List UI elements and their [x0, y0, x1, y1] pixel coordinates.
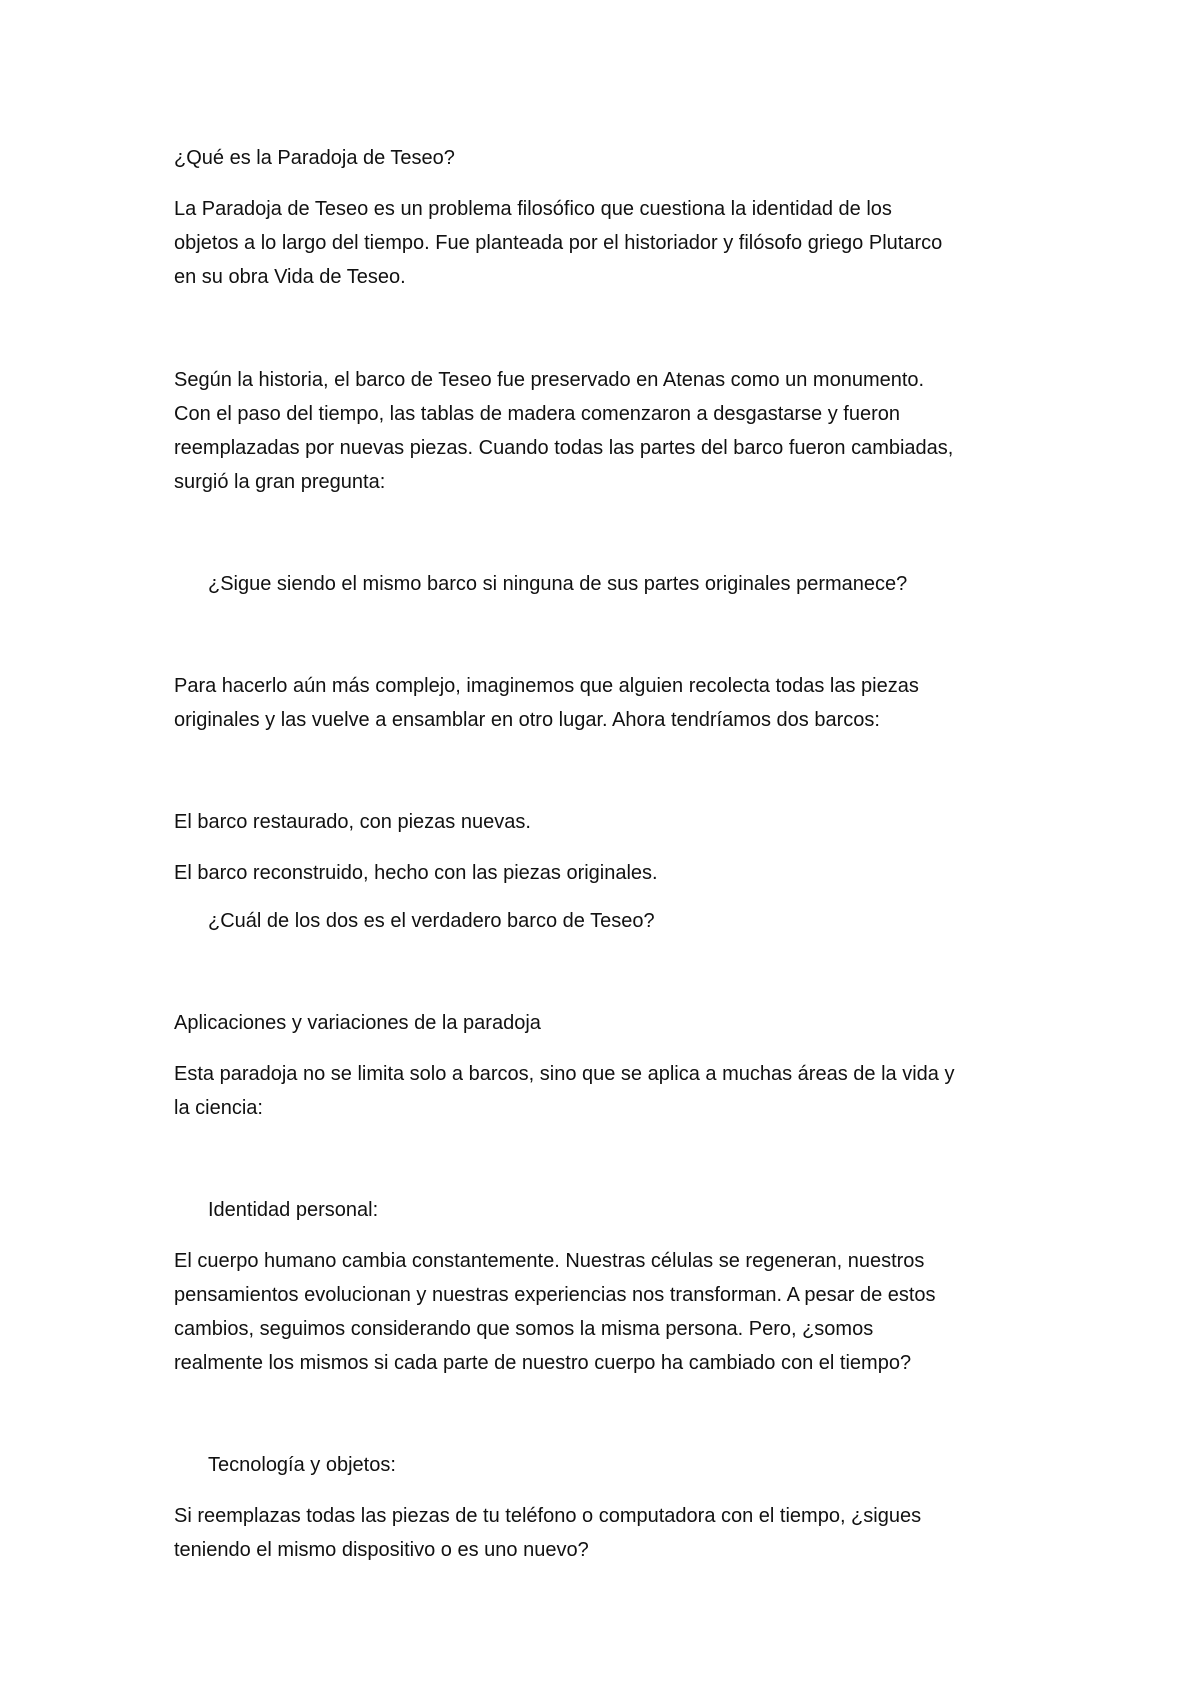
- paragraph-5-line-3: cambios, seguimos considerando que somos la misma persona. Pero, ¿somos: [174, 1318, 874, 1340]
- paragraph-1-line-1: La Paradoja de Teseo es un problema filosófico que cuestiona la identidad de los: [174, 198, 892, 220]
- paragraph-4-line-2: la ciencia:: [174, 1097, 263, 1119]
- item-barco-restaurado: El barco restaurado, con piezas nuevas.: [174, 811, 531, 833]
- paragraph-3-line-2: originales y las vuelve a ensamblar en otro lugar. Ahora tendríamos dos barcos:: [174, 709, 880, 731]
- paragraph-2-line-3: reemplazadas por nuevas piezas. Cuando todas las partes del barco fueron cambiadas,: [174, 437, 954, 459]
- paragraph-2-line-2: Con el paso del tiempo, las tablas de madera comenzaron a desgastarse y fueron: [174, 403, 900, 425]
- paragraph-6-line-1: Si reemplazas todas las piezas de tu teléfono o computadora con el tiempo, ¿sigues: [174, 1505, 922, 1527]
- question-mismo-barco: ¿Sigue siendo el mismo barco si ninguna de sus partes originales permanece?: [208, 573, 908, 595]
- paragraph-4-line-1: Esta paradoja no se limita solo a barcos, sino que se aplica a muchas áreas de la vida y: [174, 1063, 955, 1085]
- item-barco-reconstruido: El barco reconstruido, hecho con las piezas originales.: [174, 862, 658, 884]
- paragraph-6-line-2: teniendo el mismo dispositivo o es uno nuevo?: [174, 1539, 589, 1561]
- paragraph-5-line-4: realmente los mismos si cada parte de nuestro cuerpo ha cambiado con el tiempo?: [174, 1352, 912, 1374]
- subheading-tecnologia-objetos: Tecnología y objetos:: [208, 1454, 396, 1476]
- paragraph-2-line-1: Según la historia, el barco de Teseo fue preservado en Atenas como un monumento.: [174, 369, 925, 391]
- paragraph-2-line-4: surgió la gran pregunta:: [174, 471, 386, 493]
- paragraph-1-line-3: en su obra Vida de Teseo.: [174, 266, 406, 288]
- paragraph-5-line-1: El cuerpo humano cambia constantemente. Nuestras células se regeneran, nuestros: [174, 1250, 925, 1272]
- question-verdadero-barco: ¿Cuál de los dos es el verdadero barco de Teseo?: [208, 910, 655, 932]
- subheading-identidad-personal: Identidad personal:: [208, 1199, 379, 1221]
- paragraph-1-line-2: objetos a lo largo del tiempo. Fue planteada por el historiador y filósofo griego Plutarco: [174, 232, 943, 254]
- paragraph-3-line-1: Para hacerlo aún más complejo, imaginemos que alguien recolecta todas las piezas: [174, 675, 919, 697]
- heading-aplicaciones: Aplicaciones y variaciones de la paradoja: [174, 1012, 541, 1034]
- paragraph-5-line-2: pensamientos evolucionan y nuestras experiencias nos transforman. A pesar de estos: [174, 1284, 936, 1306]
- heading-paradoja-teseo: ¿Qué es la Paradoja de Teseo?: [174, 147, 455, 169]
